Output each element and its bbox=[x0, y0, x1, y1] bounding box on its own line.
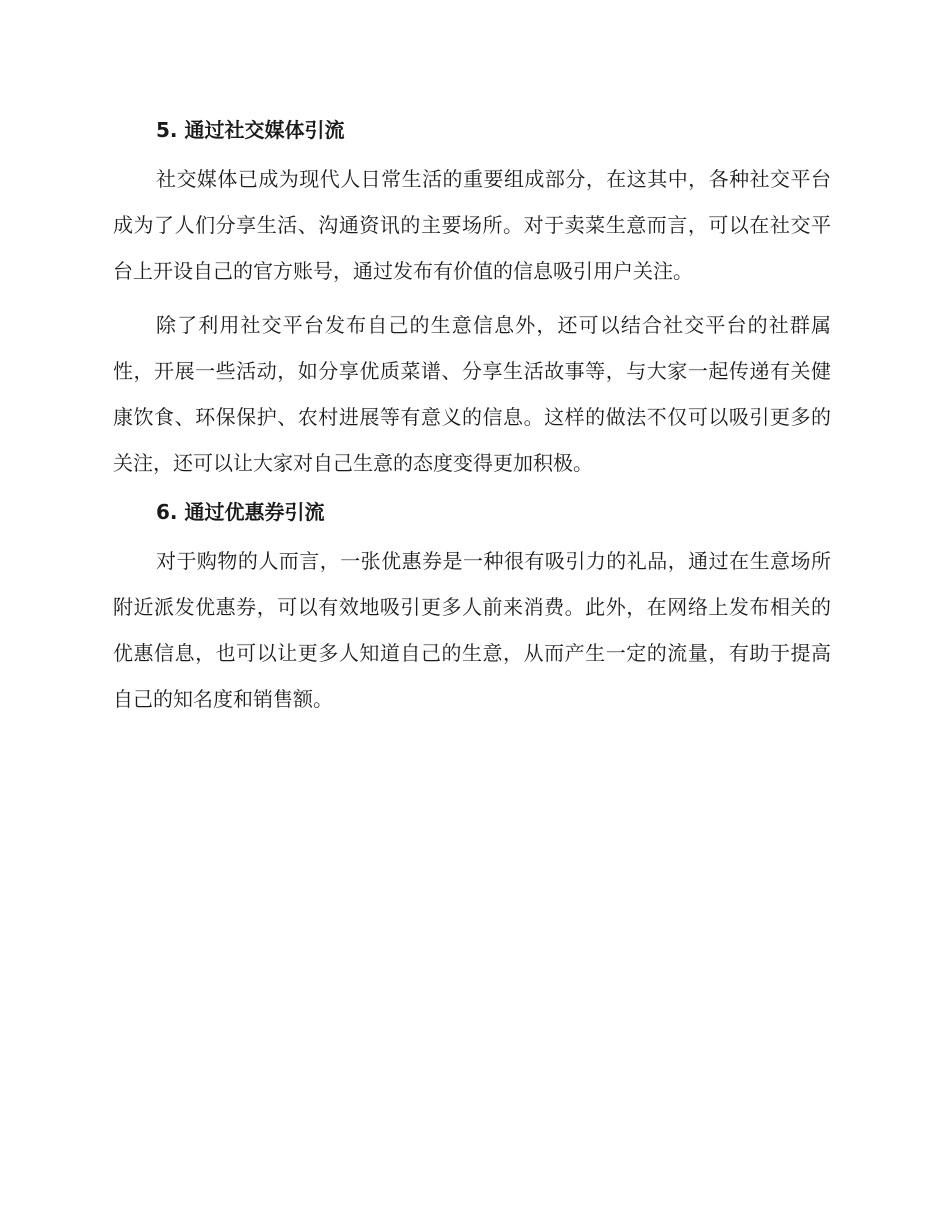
section-5-paragraph-1: 社交媒体已成为现代人日常生活的重要组成部分，在这其中，各种社交平台成为了人们分享生活、沟通资讯的主要场所。对于卖菜生意而言，可以在社交平台上开设自己的官方账号，通过发布有价值的信息吸引用户关注。 bbox=[113, 167, 831, 283]
section-5-paragraph-2: 除了利用社交平台发布自己的生意信息外，还可以结合社交平台的社群属性，开展一些活动，如分享优质菜谱、分享生活故事等，与大家一起传递有关健康饮食、环保保护、农村进展等有意义的信息。这样的做法不仅可以吸引更多的关注，还可以让大家对自己生意的态度变得更加积极。 bbox=[113, 313, 831, 475]
document-body bbox=[113, 112, 831, 730]
section-6-paragraph-1: 对于购物的人而言，一张优惠券是一种很有吸引力的礼品，通过在生意场所附近派发优惠券，可以有效地吸引更多人前来消费。此外，在网络上发布相关的优惠信息，也可以让更多人知道自己的生意，从而产生一定的流量，有助于提高自己的知名度和销售额。 bbox=[113, 549, 831, 711]
section-6-heading: 6. 通过优惠券引流 bbox=[156, 500, 325, 524]
section-5-heading: 5. 通过社交媒体引流 bbox=[156, 118, 345, 142]
